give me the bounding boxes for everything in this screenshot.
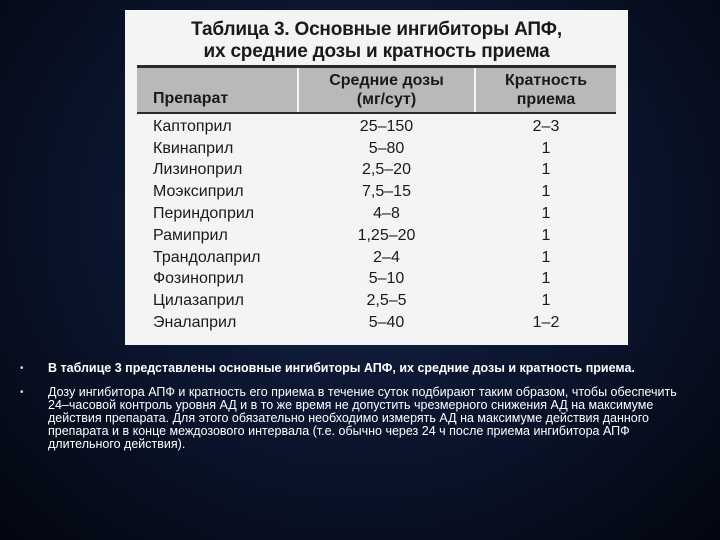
- table-title-line2: их средние дозы и кратность приема: [203, 41, 550, 62]
- table-row: [137, 116, 616, 138]
- cell-drug: Трандолаприл: [153, 248, 261, 266]
- table-title: [131, 19, 622, 65]
- cell-dose: 2–4: [373, 248, 400, 266]
- drug-table-image: [125, 10, 628, 345]
- table-row: [137, 203, 616, 225]
- cell-drug: Лизиноприл: [153, 161, 243, 179]
- header-freq-line1: Кратность: [504, 72, 588, 89]
- cell-dose: 5–10: [368, 270, 405, 288]
- header-drug: Препарат: [153, 90, 229, 107]
- cell-dose: 5–40: [368, 314, 405, 332]
- cell-dose: 25–150: [359, 117, 414, 135]
- bullet-dot: •: [20, 363, 24, 374]
- table-row: [137, 247, 616, 269]
- cell-dose: 1,25–20: [357, 226, 416, 244]
- header-freq-line2: приема: [516, 91, 576, 108]
- cell-frequency: 1: [541, 270, 551, 288]
- table-header-row: [137, 68, 616, 114]
- header-dose-line1: Средние дозы: [329, 72, 444, 89]
- cell-frequency: 1: [541, 205, 551, 223]
- table-row: [137, 225, 616, 247]
- header-dose: [297, 68, 474, 112]
- table-row: [137, 290, 616, 312]
- table-row: [137, 269, 616, 291]
- bullet-list: [20, 362, 700, 462]
- header-dose-line2: (мг/сут): [356, 91, 417, 108]
- cell-frequency: 1: [541, 226, 551, 244]
- cell-frequency: 1: [541, 139, 551, 157]
- cell-drug: Периндоприл: [153, 205, 255, 223]
- cell-frequency: 1: [541, 248, 551, 266]
- bullet-dot: •: [20, 387, 24, 398]
- cell-frequency: 1: [541, 183, 551, 201]
- cell-drug: Рамиприл: [153, 226, 228, 244]
- table-body: [137, 116, 616, 334]
- table-row: [137, 312, 616, 334]
- cell-frequency: 1–2: [532, 314, 560, 332]
- table-row: [137, 138, 616, 160]
- cell-drug: Квинаприл: [153, 139, 234, 157]
- list-item: [20, 386, 700, 451]
- header-frequency: [474, 68, 616, 112]
- cell-frequency: 1: [541, 161, 551, 179]
- cell-dose: 2,5–5: [366, 292, 407, 310]
- cell-frequency: 2–3: [532, 117, 560, 135]
- cell-drug: Цилазаприл: [153, 292, 244, 310]
- cell-drug: Моэксиприл: [153, 183, 244, 201]
- cell-drug: Каптоприл: [153, 117, 232, 135]
- bullet-text: Дозу ингибитора АПФ и кратность его приема в течение суток подбирают таким образом, чтобы обеспечить 24–часовой контроль уровня АД и в то же время не допустить чрезмерного снижения АД на максимуме действия препарата. Для этого обязательно необходимо измерять АД на максимуме действия данного препарата и в конце междозового интервала (т.е. обычно через 24 ч после приема ингибитора АПФ длительного действия).: [48, 385, 677, 451]
- cell-dose: 7,5–15: [362, 183, 411, 201]
- bullet-text: В таблице 3 представлены основные ингибиторы АПФ, их средние дозы и кратность приема.: [48, 361, 635, 375]
- table-row: [137, 181, 616, 203]
- cell-drug: Эналаприл: [153, 314, 237, 332]
- cell-drug: Фозиноприл: [153, 270, 244, 288]
- cell-dose: 4–8: [373, 205, 400, 223]
- table-row: [137, 160, 616, 182]
- cell-dose: 2,5–20: [362, 161, 411, 179]
- list-item: [20, 362, 700, 375]
- cell-dose: 5–80: [368, 139, 405, 157]
- cell-frequency: 1: [541, 292, 551, 310]
- table-title-line1: Таблица 3. Основные ингибиторы АПФ,: [191, 19, 562, 40]
